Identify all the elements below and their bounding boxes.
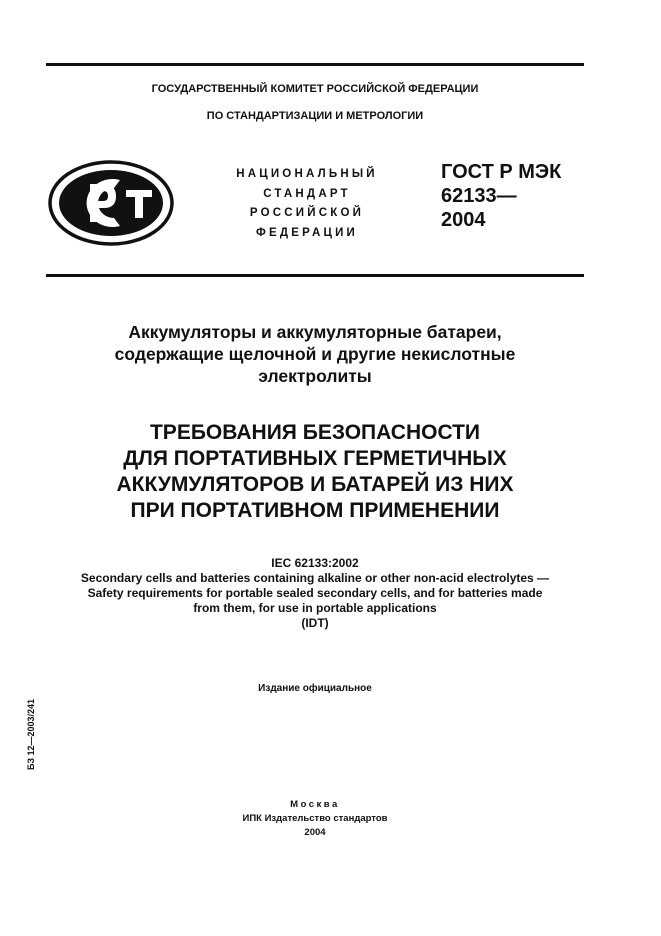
iec-title-line: from them, for use in portable applications [193,601,437,615]
title-line: содержащие щелочной и другие некислотные [114,344,516,364]
document-subtitle [60,420,570,524]
imprint-year: 2004 [304,827,326,838]
document-title [60,321,570,387]
designation-line: ГОСТ Р МЭК [441,161,562,183]
title-line: Аккумуляторы и аккумуляторные батареи, [128,322,502,342]
iec-code: IEC 62133:2002 [271,556,359,570]
iec-idt: (IDT) [301,616,329,630]
iec-reference [40,556,590,631]
subtitle-line: ПРИ ПОРТАТИВНОМ ПРИМЕНЕНИИ [130,499,500,522]
side-code: БЗ 12—2003/241 [26,698,36,770]
imprint-city: Москва [290,799,340,810]
subtitle-line: ТРЕБОВАНИЯ БЕЗОПАСНОСТИ [149,421,481,444]
middle-rule [46,274,584,277]
edition-label: Издание официальное [258,683,372,694]
subtitle-line: АККУМУЛЯТОРОВ И БАТАРЕЙ ИЗ НИХ [116,473,514,496]
national-standard-line: ФЕДЕРАЦИИ [255,226,359,239]
national-standard-line: СТАНДАРТ [263,187,351,200]
title-line: электролиты [258,366,372,386]
org-line-1: ГОСУДАРСТВЕННЫЙ КОМИТЕТ РОССИЙСКОЙ ФЕДЕРАЦИИ [151,83,479,95]
imprint-publisher: ИПК Издательство стандартов [242,813,388,824]
imprint [46,798,584,840]
iec-title-line: Safety requirements for portable sealed secondary cells, and for batteries made [87,586,543,600]
subtitle-line: ДЛЯ ПОРТАТИВНЫХ ГЕРМЕТИЧНЫХ [123,447,507,470]
national-standard-line: НАЦИОНАЛЬНЫЙ [236,168,378,180]
national-standard-label [212,165,402,243]
designation-line: 62133— [441,185,517,207]
rst-logo-icon [48,160,174,246]
org-line-2: ПО СТАНДАРТИЗАЦИИ И МЕТРОЛОГИИ [206,110,424,122]
top-rule [46,63,584,66]
national-standard-line: РОССИЙСКОЙ [249,207,365,219]
standard-designation [441,160,561,232]
designation-line: 2004 [441,209,486,231]
iec-title-line: Secondary cells and batteries containing alkaline or other non-acid electrolytes — [80,571,550,585]
